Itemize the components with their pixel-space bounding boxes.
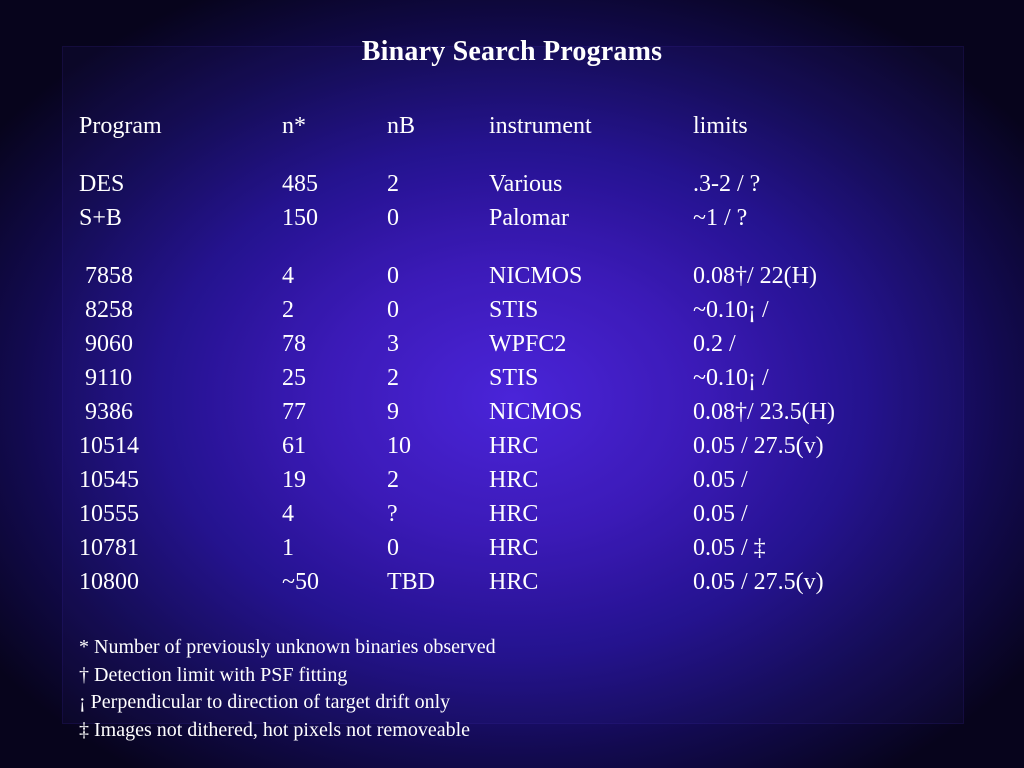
program-cell: 9386 <box>79 399 133 425</box>
nstar-cell: 2 <box>282 297 294 323</box>
table-row <box>0 293 1024 327</box>
nb-cell: 3 <box>387 331 399 357</box>
nb-cell: 0 <box>387 263 399 289</box>
table-row <box>0 361 1024 395</box>
footnote: ‡ Images not dithered, hot pixels not removeable <box>79 718 471 741</box>
nb-cell: 10 <box>387 433 411 459</box>
table-row <box>0 531 1024 565</box>
instrument-cell: HRC <box>489 433 539 459</box>
limits-cell: 0.08†/ 23.5(H) <box>693 399 835 425</box>
table-row <box>0 497 1024 531</box>
footnote: ¡ Perpendicular to direction of target drift only <box>79 691 451 713</box>
program-cell: 7858 <box>79 263 133 289</box>
nstar-cell: 485 <box>282 171 318 197</box>
limits-cell: 0.05 / ‡ <box>693 535 766 561</box>
nb-cell: 0 <box>387 535 399 561</box>
header-limits: limits <box>693 113 748 139</box>
nb-cell: 0 <box>387 205 399 231</box>
instrument-cell: HRC <box>489 501 539 527</box>
table-row <box>0 463 1024 497</box>
nstar-cell: 78 <box>282 331 306 357</box>
header-instrument: instrument <box>489 113 592 139</box>
program-cell: 10781 <box>79 535 139 561</box>
nb-cell: 2 <box>387 365 399 391</box>
nstar-cell: 77 <box>282 399 306 425</box>
limits-cell: ~0.10¡ / <box>693 365 769 391</box>
instrument-cell: NICMOS <box>489 399 583 425</box>
table-row <box>0 259 1024 293</box>
table-row <box>0 429 1024 463</box>
nb-cell: 9 <box>387 399 399 425</box>
nb-cell: ? <box>387 501 398 527</box>
limits-cell: 0.2 / <box>693 331 736 357</box>
instrument-cell: NICMOS <box>489 263 583 289</box>
program-cell: S+B <box>79 205 122 231</box>
instrument-cell: HRC <box>489 467 539 493</box>
limits-cell: ~1 / ? <box>693 205 748 231</box>
limits-cell: 0.05 / <box>693 467 748 493</box>
instrument-cell: Various <box>489 171 563 197</box>
instrument-cell: WPFC2 <box>489 331 567 357</box>
program-cell: DES <box>79 171 125 197</box>
limits-cell: 0.05 / 27.5(v) <box>693 433 824 459</box>
limits-cell: ~0.10¡ / <box>693 297 769 323</box>
nb-cell: TBD <box>387 569 435 595</box>
program-cell: 10514 <box>79 433 139 459</box>
instrument-cell: HRC <box>489 535 539 561</box>
program-cell: 10555 <box>79 501 139 527</box>
nstar-cell: 4 <box>282 501 294 527</box>
program-cell: 9060 <box>79 331 133 357</box>
footnotes <box>79 634 496 744</box>
instrument-cell: HRC <box>489 569 539 595</box>
table-row <box>0 167 1024 201</box>
program-cell: 8258 <box>79 297 133 323</box>
table-row <box>0 565 1024 599</box>
nstar-cell: 1 <box>282 535 294 561</box>
nb-cell: 2 <box>387 171 399 197</box>
nb-cell: 0 <box>387 297 399 323</box>
instrument-cell: STIS <box>489 365 539 391</box>
nb-cell: 2 <box>387 467 399 493</box>
instrument-cell: STIS <box>489 297 539 323</box>
table-row <box>0 201 1024 235</box>
limits-cell: 0.05 / <box>693 501 748 527</box>
nstar-cell: 150 <box>282 205 318 231</box>
slide-title: Binary Search Programs <box>361 36 663 67</box>
limits-cell: .3-2 / ? <box>693 171 761 197</box>
nstar-cell: ~50 <box>282 569 319 595</box>
program-cell: 10545 <box>79 467 139 493</box>
limits-cell: 0.08†/ 22(H) <box>693 263 817 289</box>
nstar-cell: 25 <box>282 365 306 391</box>
table-header-row <box>0 109 1024 143</box>
footnote: * Number of previously unknown binaries observed <box>79 636 496 658</box>
header-nb: nB <box>387 113 416 139</box>
footnote: † Detection limit with PSF fitting <box>79 663 348 686</box>
limits-cell: 0.05 / 27.5(v) <box>693 569 824 595</box>
header-nstar: n* <box>282 113 306 139</box>
nstar-cell: 4 <box>282 263 294 289</box>
program-cell: 9110 <box>79 365 133 391</box>
instrument-cell: Palomar <box>489 205 569 231</box>
table-row <box>0 395 1024 429</box>
header-program: Program <box>79 113 162 139</box>
program-cell: 10800 <box>79 569 139 595</box>
nstar-cell: 19 <box>282 467 306 493</box>
table-row <box>0 327 1024 361</box>
nstar-cell: 61 <box>282 433 306 459</box>
